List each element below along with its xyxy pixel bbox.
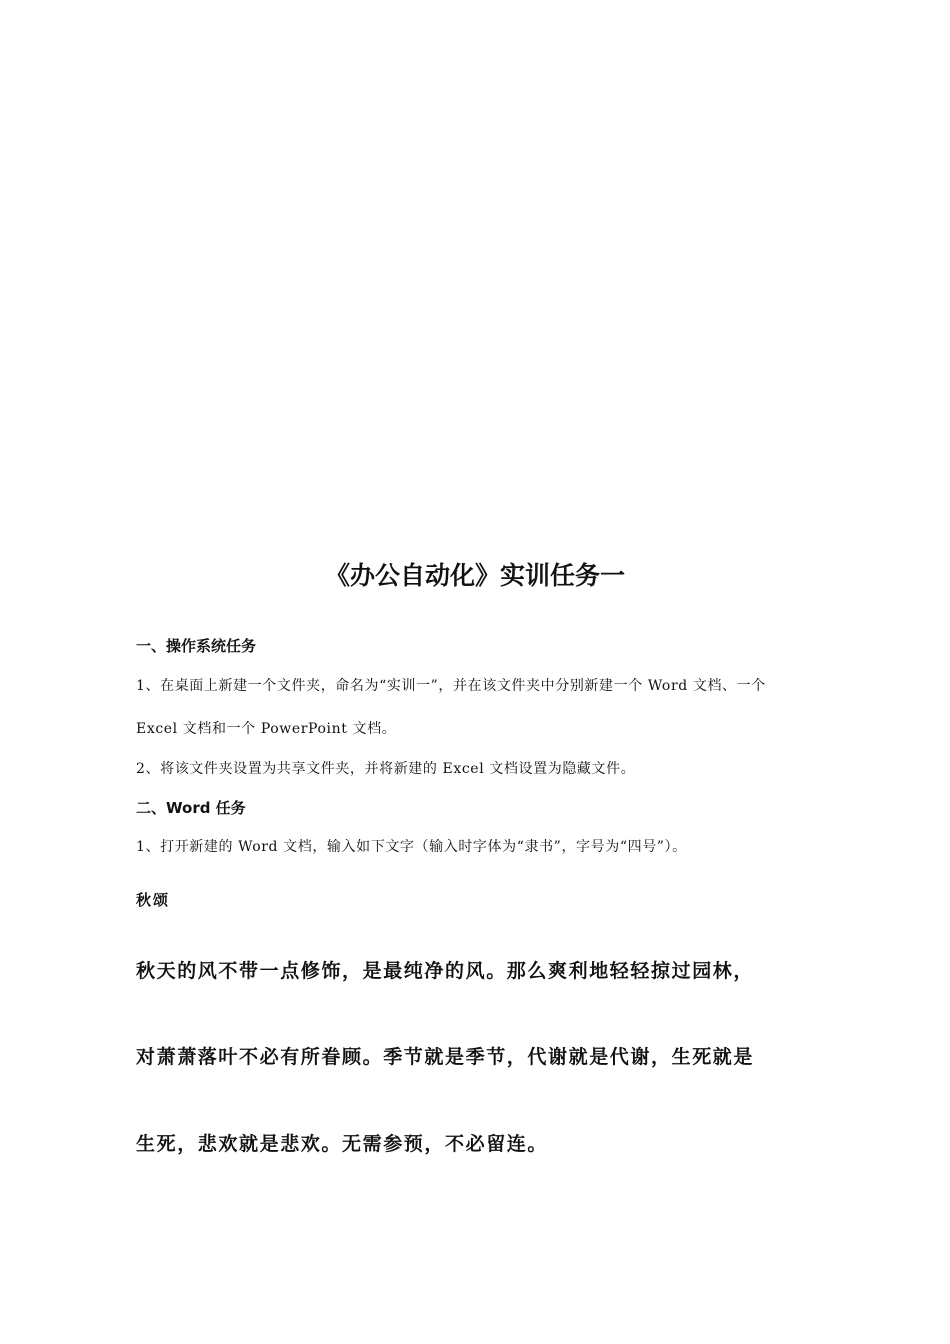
poem-line-1: 秋天的风不带一点修饰，是最纯净的风。那么爽利地轻轻掠过园林， — [136, 960, 755, 982]
poem-title: 秋颂 — [136, 891, 171, 909]
document-title: 《办公自动化》实训任务一 — [324, 561, 625, 590]
word-task-item-1: 1、打开新建的 Word 文档，输入如下文字（输入时字体为“隶书”，字号为“四号”）。 — [136, 839, 687, 855]
task-item-2: 2、将该文件夹设置为共享文件夹，并将新建的 Excel 文档设置为隐藏文件。 — [136, 761, 636, 777]
section-heading-word: 二、Word 任务 — [136, 799, 246, 817]
poem-line-2: 对萧萧落叶不必有所眷顾。季节就是季节，代谢就是代谢，生死就是 — [136, 1046, 755, 1068]
task-item-1-line-1: 1、在桌面上新建一个文件夹，命名为“实训一”，并在该文件夹中分别新建一个 Word 文档、一个 — [136, 678, 766, 694]
task-item-1-line-2: Excel 文档和一个 PowerPoint 文档。 — [136, 721, 397, 737]
poem-line-3: 生死，悲欢就是悲欢。无需参预，不必留连。 — [136, 1133, 549, 1155]
section-heading-os: 一、操作系统任务 — [136, 637, 257, 655]
